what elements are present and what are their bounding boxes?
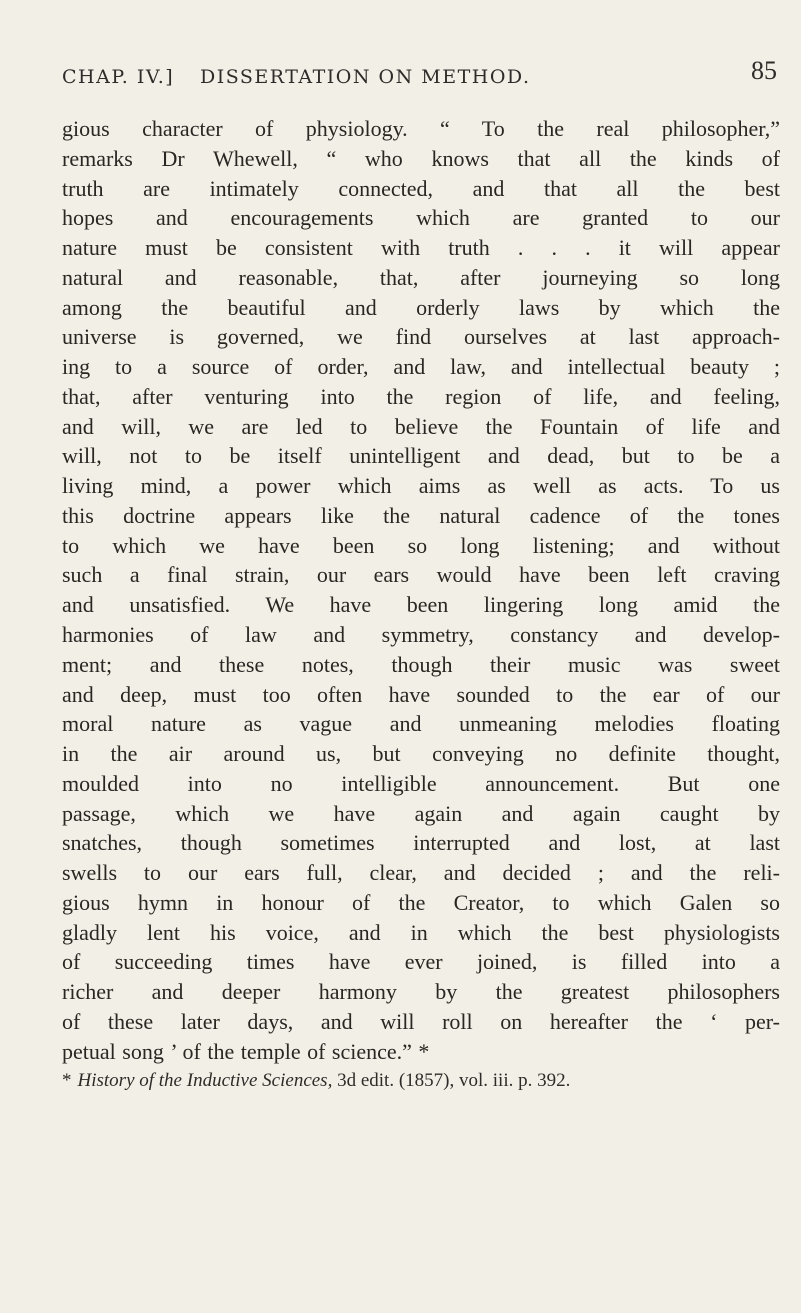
text-line: swells to our ears full, clear, and decided ; and the reli- bbox=[62, 860, 780, 886]
text-line: and unsatisfied. We have been lingering long amid the bbox=[62, 592, 780, 618]
body-text bbox=[62, 114, 780, 1067]
text-line: gious hymn in honour of the Creator, to which Galen so bbox=[62, 889, 780, 915]
footnote bbox=[62, 1069, 780, 1093]
text-line: nature must be consistent with truth . . . it will appear bbox=[62, 235, 780, 261]
text-line: this doctrine appears like the natural cadence of the tones bbox=[62, 502, 780, 528]
text-line: richer and deeper harmony by the greatest philosophers bbox=[62, 979, 780, 1005]
text-line: such a final strain, our ears would have been left craving bbox=[62, 562, 780, 588]
running-head bbox=[62, 56, 777, 96]
text-line: gious character of physiology. “ To the real philosopher,” bbox=[62, 116, 780, 141]
text-line: ment; and these notes, though their music was sweet bbox=[62, 651, 780, 677]
text-line: will, not to be itself unintelligent and dead, but to be a bbox=[62, 443, 780, 469]
text-line: ing to a source of order, and law, and intellectual beauty ; bbox=[62, 354, 780, 380]
text-line: and will, we are led to believe the Fountain of life and bbox=[62, 413, 780, 439]
text-line: universe is governed, we find ourselves at last approach- bbox=[62, 324, 780, 350]
text-line: among the beautiful and orderly laws by which the bbox=[62, 294, 780, 320]
text-line: of succeeding times have ever joined, is filled into a bbox=[62, 949, 780, 975]
text-line: moulded into no intelligible announcement. But one bbox=[62, 770, 780, 796]
text-line: snatches, though sometimes interrupted and lost, at last bbox=[62, 830, 780, 856]
footnote-book-title: History of the Inductive Sciences, bbox=[77, 1070, 333, 1091]
footnote-marker: * bbox=[62, 1070, 72, 1091]
text-line: and deep, must too often have sounded to the ear of our bbox=[62, 681, 780, 707]
text-line: living mind, a power which aims as well as acts. To us bbox=[62, 473, 780, 499]
text-line: remarks Dr Whewell, “ who knows that all the kinds of bbox=[62, 145, 780, 171]
text-line: moral nature as vague and unmeaning melodies floating bbox=[62, 711, 780, 737]
text-line: truth are intimately connected, and that all the best bbox=[62, 175, 780, 201]
text-line: gladly lent his voice, and in which the best physiologists bbox=[62, 919, 780, 945]
running-title: DISSERTATION ON METHOD. bbox=[200, 66, 531, 88]
text-line: hopes and encouragements which are granted to our bbox=[62, 205, 780, 231]
chapter-label: CHAP. IV.] bbox=[62, 66, 175, 88]
text-line: to which we have been so long listening; and without bbox=[62, 532, 780, 558]
footnote-details: 3d edit. (1857), vol. iii. p. 392. bbox=[337, 1070, 571, 1091]
page-number: 85 bbox=[751, 56, 777, 85]
text-line: in the air around us, but conveying no definite thought, bbox=[62, 741, 780, 767]
text-line: of these later days, and will roll on hereafter the ‘ per- bbox=[62, 1008, 780, 1034]
text-line: petual song ’ of the temple of science.” * bbox=[62, 1038, 430, 1064]
text-line: that, after venturing into the region of life, and feeling, bbox=[62, 383, 780, 409]
text-line: passage, which we have again and again caught by bbox=[62, 800, 780, 826]
text-line: harmonies of law and symmetry, constancy and develop- bbox=[62, 622, 780, 648]
text-line: natural and reasonable, that, after journeying so long bbox=[62, 264, 780, 290]
